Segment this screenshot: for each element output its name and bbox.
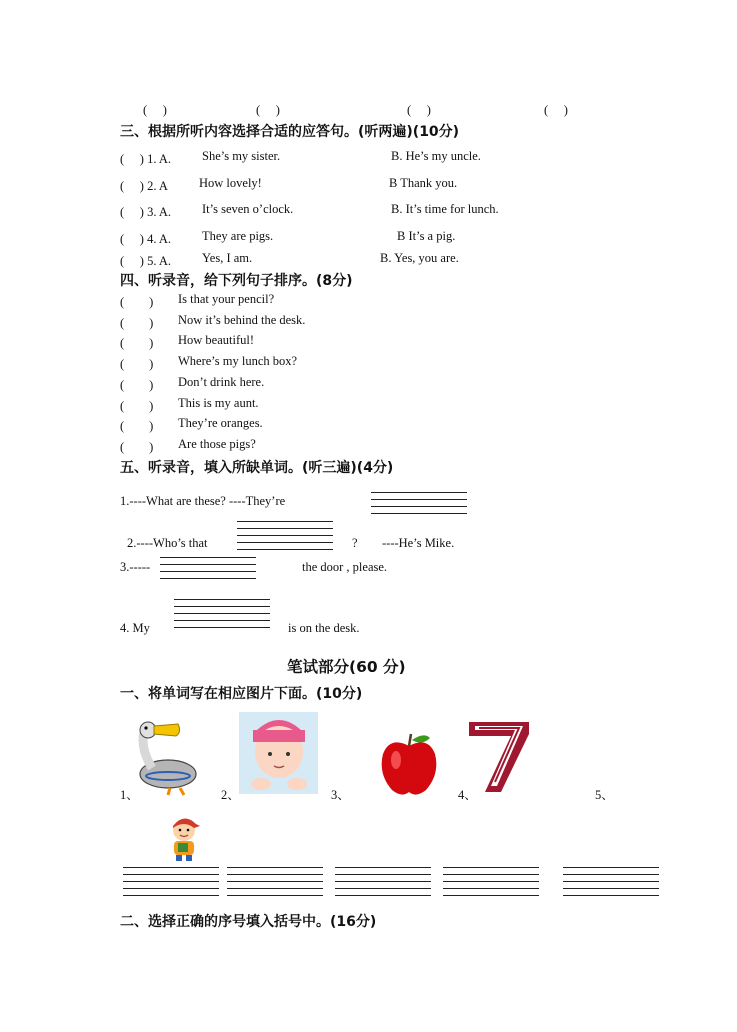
s3-option-b: B. He’s my uncle. — [391, 149, 481, 163]
goose-picture — [130, 718, 200, 796]
section5-heading: 五、听录音，填入所缺单词。(听三遍)(4分) — [120, 460, 394, 476]
apple-picture — [378, 732, 441, 798]
picture-answer-lines-2[interactable] — [227, 867, 323, 902]
s3-item-num: ( ) 4. A. — [120, 232, 172, 246]
s5-question-3: 3.----- — [120, 560, 151, 574]
s4-order-bracket[interactable]: ( ) — [120, 399, 154, 413]
s4-order-bracket[interactable]: ( ) — [120, 295, 154, 309]
boy-picture — [164, 814, 208, 862]
s4-sentence: Don’t drink here. — [178, 375, 265, 389]
s3-item-num: ( ) 2. A — [120, 179, 168, 193]
picture-label: 3、 — [331, 788, 350, 802]
s5-question-2: 2.----Who’s that — [127, 536, 208, 550]
s3-option-b: B. Yes, you are. — [380, 251, 459, 265]
top-bracket: ( ) — [143, 103, 167, 117]
s3-option-a: How lovely! — [199, 176, 262, 190]
s3-option-b: B It’s a pig. — [397, 229, 456, 243]
s3-item-num: ( ) 1. A. — [120, 152, 172, 166]
s4-sentence: Where’s my lunch box? — [178, 354, 298, 368]
s4-order-bracket[interactable]: ( ) — [120, 440, 154, 454]
s4-order-bracket[interactable]: ( ) — [120, 336, 154, 350]
picture-answer-lines-4[interactable] — [443, 867, 539, 902]
s5-answer-lines-1[interactable] — [371, 492, 467, 520]
written-part1-heading: 一、将单词写在相应图片下面。(10分) — [120, 686, 363, 702]
picture-label: 2、 — [221, 788, 240, 802]
s5-question-2-mark: ? — [352, 536, 358, 550]
top-bracket: ( ) — [407, 103, 431, 117]
s3-option-a: Yes, I am. — [202, 251, 253, 265]
picture-answer-lines-5[interactable] — [563, 867, 659, 902]
top-bracket: ( ) — [256, 103, 280, 117]
seven-picture — [467, 720, 531, 794]
s4-order-bracket[interactable]: ( ) — [120, 378, 154, 392]
s3-item-num: ( ) 5. A. — [120, 254, 172, 268]
s4-sentence: Are those pigs? — [178, 437, 256, 451]
s5-answer-lines-3[interactable] — [160, 557, 256, 585]
section3-heading: 三、根据所听内容选择合适的应答句。(听两遍)(10分) — [120, 124, 460, 140]
picture-label: 4、 — [458, 788, 477, 802]
picture-answer-lines-3[interactable] — [335, 867, 431, 902]
s3-option-a: They are pigs. — [202, 229, 274, 243]
s3-option-b: B Thank you. — [389, 176, 458, 190]
picture-answer-lines-1[interactable] — [123, 867, 219, 902]
top-bracket: ( ) — [544, 103, 568, 117]
s4-order-bracket[interactable]: ( ) — [120, 316, 154, 330]
s5-question-3-tail: the door , please. — [302, 560, 388, 574]
s4-sentence: Is that your pencil? — [178, 292, 275, 306]
s4-sentence: This is my aunt. — [178, 396, 259, 410]
picture-label: 1、 — [120, 788, 139, 802]
s5-answer-2: ----He’s Mike. — [382, 536, 455, 550]
s5-question-1: 1.----What are these? ----They’re — [120, 494, 286, 508]
section4-heading: 四、听录音，给下列句子排序。(8分) — [120, 273, 353, 289]
s4-sentence: How beautiful! — [178, 333, 255, 347]
s3-option-a: It’s seven o’clock. — [202, 202, 294, 216]
s5-answer-lines-2[interactable] — [237, 521, 333, 556]
s4-order-bracket[interactable]: ( ) — [120, 357, 154, 371]
baby-picture — [239, 712, 318, 794]
s3-item-num: ( ) 3. A. — [120, 205, 172, 219]
s4-sentence: They’re oranges. — [178, 416, 263, 430]
s5-answer-lines-4[interactable] — [174, 599, 270, 634]
s3-option-a: She’s my sister. — [202, 149, 281, 163]
s5-question-4: 4. My — [120, 621, 150, 635]
s4-sentence: Now it’s behind the desk. — [178, 313, 306, 327]
picture-label: 5、 — [595, 788, 614, 802]
s4-order-bracket[interactable]: ( ) — [120, 419, 154, 433]
written-part2-heading: 二、选择正确的序号填入括号中。(16分) — [120, 914, 377, 930]
written-part-title: 笔试部分(60 分) — [287, 658, 406, 676]
s5-question-4-tail: is on the desk. — [288, 621, 360, 635]
s3-option-b: B. It’s time for lunch. — [391, 202, 499, 216]
